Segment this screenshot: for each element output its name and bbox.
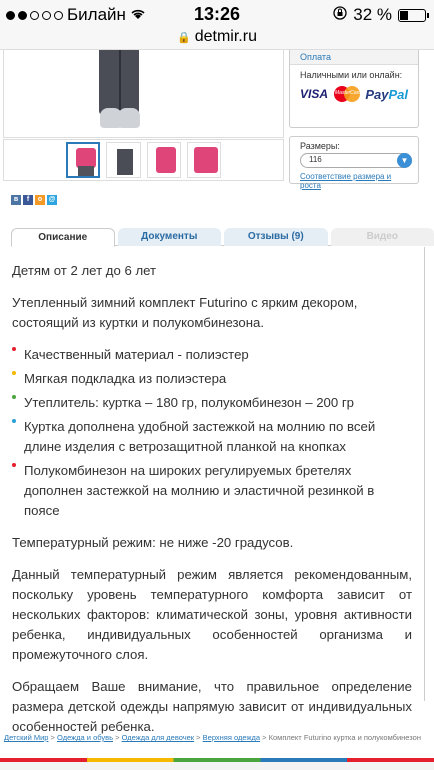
tab-description[interactable]: Описание	[11, 228, 115, 247]
thumbnail-4[interactable]	[187, 142, 221, 178]
odnoklassniki-icon[interactable]: o	[35, 195, 45, 205]
breadcrumb-link[interactable]: Одежда для девочек	[121, 733, 195, 742]
breadcrumb-current: Комплект Futurino куртка и полукомбинезон	[268, 733, 421, 742]
list-item: Качественный материал - полиэстер	[12, 345, 412, 365]
share-buttons	[11, 195, 57, 205]
breadcrumb-separator: >	[48, 733, 58, 742]
battery-fill	[400, 11, 408, 20]
product-photo[interactable]	[3, 50, 284, 138]
chevron-down-icon[interactable]: ▼	[397, 153, 412, 168]
thumbnail-2[interactable]	[106, 142, 140, 178]
size-selector-box	[289, 136, 419, 190]
size-selected-value: 116	[309, 155, 322, 164]
tab-documents[interactable]: Документы	[118, 228, 222, 246]
bullet-icon	[12, 371, 16, 375]
age-range: Детям от 2 лет до 6 лет	[12, 263, 157, 278]
mailru-icon[interactable]: @	[48, 196, 56, 203]
size-select[interactable]	[300, 153, 412, 168]
temperature-note: Данный температурный режим является рекомендованным, поскольку уровень температурного комфорта зависит от нескольких факторов: климатической зоны, уровня активности ребенка, индивидуальных особенностей организма и промежуточного слоя.	[12, 567, 412, 662]
feature-list	[12, 345, 412, 521]
battery-percent: 32 %	[353, 5, 392, 24]
list-item: Мягкая подкладка из полиэстера	[12, 369, 412, 389]
list-item: Полукомбинезон на широких регулируемых бретелях дополнен застежкой на молнию и эластичной резинкой в поясе	[12, 461, 412, 521]
bullet-icon	[12, 463, 16, 467]
thumbnail-1[interactable]	[66, 142, 100, 178]
vk-icon[interactable]: в	[11, 195, 21, 205]
tab-reviews[interactable]: Отзывы (9)	[224, 228, 328, 246]
visa-logo: VISA	[300, 87, 329, 101]
breadcrumb-link[interactable]: Одежда и обувь	[57, 733, 114, 742]
description-panel	[0, 247, 425, 734]
product-tabs	[11, 228, 434, 246]
battery-icon	[398, 9, 426, 22]
thumbnail-3[interactable]	[147, 142, 181, 178]
tab-video[interactable]: Видео	[331, 228, 434, 246]
photo-pants-seam	[119, 50, 121, 110]
bullet-icon	[12, 395, 16, 399]
list-item: Куртка дополнена удобной застежкой на молнию по всей длине изделия с ветрозащитной планкой на кнопках	[12, 417, 412, 457]
photo-shoe-right	[118, 108, 140, 128]
size-label: Размеры:	[300, 141, 340, 151]
product-intro: Утепленный зимний комплект Futurino с ярким декором, состоящий из куртки и полукомбинезона.	[12, 295, 358, 330]
clock: 13:26	[193, 4, 241, 24]
thumbnail-strip	[3, 139, 284, 181]
orientation-lock-icon	[333, 5, 347, 25]
status-right	[333, 5, 426, 25]
breadcrumb-separator: >	[194, 733, 203, 742]
payment-logos	[290, 80, 418, 108]
size-attention-note: Обращаем Ваше внимание, что правильное определение размера детской одежды напрямую зависит от индивидуальных особенностей ребенка.	[12, 679, 412, 734]
paypal-logo: PayPal	[365, 86, 408, 102]
bullet-icon	[12, 347, 16, 351]
payment-title: Оплата	[290, 50, 418, 65]
breadcrumb-link[interactable]: Верхняя одежда	[202, 733, 261, 742]
breadcrumb-separator: >	[260, 733, 269, 742]
list-item: Утеплитель: куртка – 180 гр, полукомбинезон – 200 гр	[12, 393, 412, 413]
mastercard-logo: MasterCard	[334, 86, 359, 102]
carrier-name: Билайн	[67, 5, 126, 24]
address-bar[interactable]	[0, 28, 434, 50]
breadcrumb	[4, 733, 421, 742]
size-chart-link[interactable]: Соответствие размера и роста	[300, 172, 392, 190]
lock-icon: 🔒	[177, 32, 191, 44]
temperature-mode: Температурный режим: не ниже -20 градусов.	[12, 535, 294, 550]
footer	[0, 762, 434, 770]
payment-box	[289, 50, 419, 128]
address-domain: detmir.ru	[194, 28, 257, 45]
status-bar	[0, 0, 434, 28]
facebook-icon[interactable]: f	[23, 195, 33, 205]
bullet-icon	[12, 419, 16, 423]
breadcrumb-separator: >	[113, 733, 122, 742]
breadcrumb-link[interactable]: Детский Мир	[4, 733, 49, 742]
payment-subtitle: Наличными или онлайн:	[300, 70, 403, 80]
